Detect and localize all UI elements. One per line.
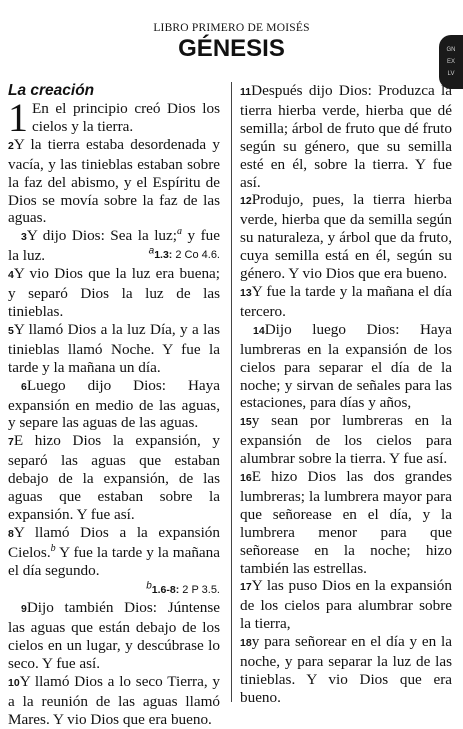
verse-number: 15 — [240, 416, 252, 429]
verse-8 — [8, 524, 220, 580]
verse-number: 5 — [8, 324, 14, 337]
verse-number: 14 — [253, 324, 265, 337]
footnote-mark: b — [146, 579, 152, 591]
verse-text: Dijo también Dios: Júntense las aguas que están debajo de los cielos en un lugar, y descúbrase lo seco. Y fue así. — [8, 599, 220, 673]
thumb-tab-label: LV — [447, 71, 455, 77]
verse-number: 16 — [240, 472, 252, 485]
verse-number: 6 — [21, 380, 27, 393]
page-header — [0, 22, 463, 62]
verse-2 — [8, 136, 220, 228]
verse-text: Y la tierra estaba desordenada y vacía, y las tinieblas estaban sobre la faz del abismo, y el Espíritu de Dios se movía sobre la faz de las aguas. — [8, 135, 220, 227]
verse-18 — [240, 633, 452, 707]
verse-text: Dijo luego Dios: Haya lumbreras en la expansión de los cielos para separar el día de la noche; y sirvan de señales para las estaciones, para días y años, — [240, 320, 452, 412]
verse-text: Y dijo Dios: Sea la luz; — [26, 227, 177, 245]
thumb-tab-label: GN — [446, 47, 456, 53]
verse-15 — [240, 412, 452, 468]
verse-text: y sean por lumbreras en la expansión de los cielos para alumbrar sobre la tierra. Y fue así. — [240, 412, 452, 468]
verse-number: 3 — [21, 231, 27, 244]
verse-number: 4 — [8, 269, 14, 282]
verse-3 — [8, 227, 220, 265]
verse-number: 9 — [21, 603, 27, 616]
reference-text: 2 Co 4.6. — [172, 249, 220, 262]
reference-text: 2 P 3.5. — [179, 583, 220, 596]
footnote-mark[interactable]: a — [176, 226, 182, 238]
reference-location: 1.3: — [154, 249, 173, 262]
verse-11 — [240, 82, 452, 191]
reference-location: 1.6-8: — [151, 583, 180, 596]
chapter-number: 1 — [8, 95, 28, 140]
verse-text: En el principio creó Dios los cielos y la tierra. — [32, 100, 220, 135]
verse-9 — [8, 599, 220, 673]
verse-7 — [8, 432, 220, 524]
verse-number: 7 — [8, 436, 14, 449]
verse-4 — [8, 265, 220, 321]
verse-text: Y llamó Dios a la expansión Cielos. — [8, 523, 220, 561]
verse-number: 8 — [8, 527, 14, 540]
verse-number: 17 — [240, 581, 252, 594]
cross-reference[interactable] — [8, 580, 220, 600]
left-column — [8, 82, 220, 729]
verse-6 — [8, 377, 220, 433]
verse-16 — [240, 468, 452, 577]
verse-text: Y las puso Dios en la expansión de los cielos para alumbrar sobre la tierra, — [240, 577, 452, 633]
verse-12 — [240, 191, 452, 283]
verse-text: Y vio Dios que la luz era buena; y separó Dios la luz de las tinieblas. — [8, 265, 220, 320]
verse-text: Y llamó Dios a la luz Día, y a las tinieblas llamó Noche. Y fue la tarde y la mañana un día. — [8, 320, 220, 376]
column-divider — [231, 82, 232, 702]
verse-number: 10 — [8, 677, 20, 690]
thumb-index-tab[interactable] — [439, 35, 463, 89]
verse-1 — [8, 95, 220, 140]
verse-number: 18 — [240, 637, 252, 650]
verse-number: 11 — [240, 86, 252, 98]
verse-text: Y fue la tarde y la mañana el día segundo. — [8, 543, 220, 579]
verse-number: 2 — [8, 139, 14, 152]
verse-17 — [240, 577, 452, 633]
footnote-mark[interactable]: b — [50, 542, 56, 554]
verse-14 — [240, 321, 452, 413]
section-heading: La creación — [8, 82, 95, 99]
verse-5 — [8, 321, 220, 377]
verse-text: Y fue la tarde y la mañana el día tercero. — [240, 282, 452, 320]
verse-text: E hizo Dios las dos grandes lumbreras; la lumbrera mayor para que señorease en el día, y la lumbrera menor para que señorease en la noche; hizo también las estrellas. — [240, 468, 452, 577]
footnote-mark: a — [148, 245, 155, 257]
right-column — [240, 82, 452, 707]
verse-text: E hizo Dios la expansión, y separó las aguas que estaban debajo de la expansión, de las aguas que estaban sobre la expansión. Y fue así. — [8, 432, 220, 523]
verse-text: Después dijo Dios: Produzca la tierra hierba verde, hierba que dé semilla; árbol de fruto que dé fruto según su género, que su semilla esté en él, sobre la tierra. Y fue así. — [240, 82, 452, 191]
verse-text: Luego dijo Dios: Haya expansión en medio de las aguas, y separe las aguas de las aguas. — [8, 376, 220, 432]
verse-number: 13 — [240, 286, 252, 299]
verse-13 — [240, 283, 452, 321]
verse-text: Produjo, pues, la tierra hierba verde, hierba que da semilla según su naturaleza, y árbol que da fruto, cuya semilla está en él, según su género. Y vio Dios que era bueno. — [240, 191, 452, 283]
verse-text: y fue la luz. — [8, 227, 220, 265]
thumb-tab-label: EX — [446, 59, 455, 65]
cross-reference[interactable] — [136, 247, 220, 265]
book-name: LIBRO PRIMERO DE MOISÉS — [153, 22, 310, 34]
verse-text: Y llamó Dios a lo seco Tierra, y a la reunión de las aguas llamó Mares. Y vio Dios que era bueno. — [8, 673, 220, 728]
verse-text: y para señorear en el día y en la noche, y para separar la luz de las tinieblas. Y vio Dios que era bueno. — [240, 633, 452, 706]
verse-10 — [8, 673, 220, 729]
book-title: GÉNESIS — [178, 35, 285, 62]
verse-number: 12 — [240, 195, 252, 208]
